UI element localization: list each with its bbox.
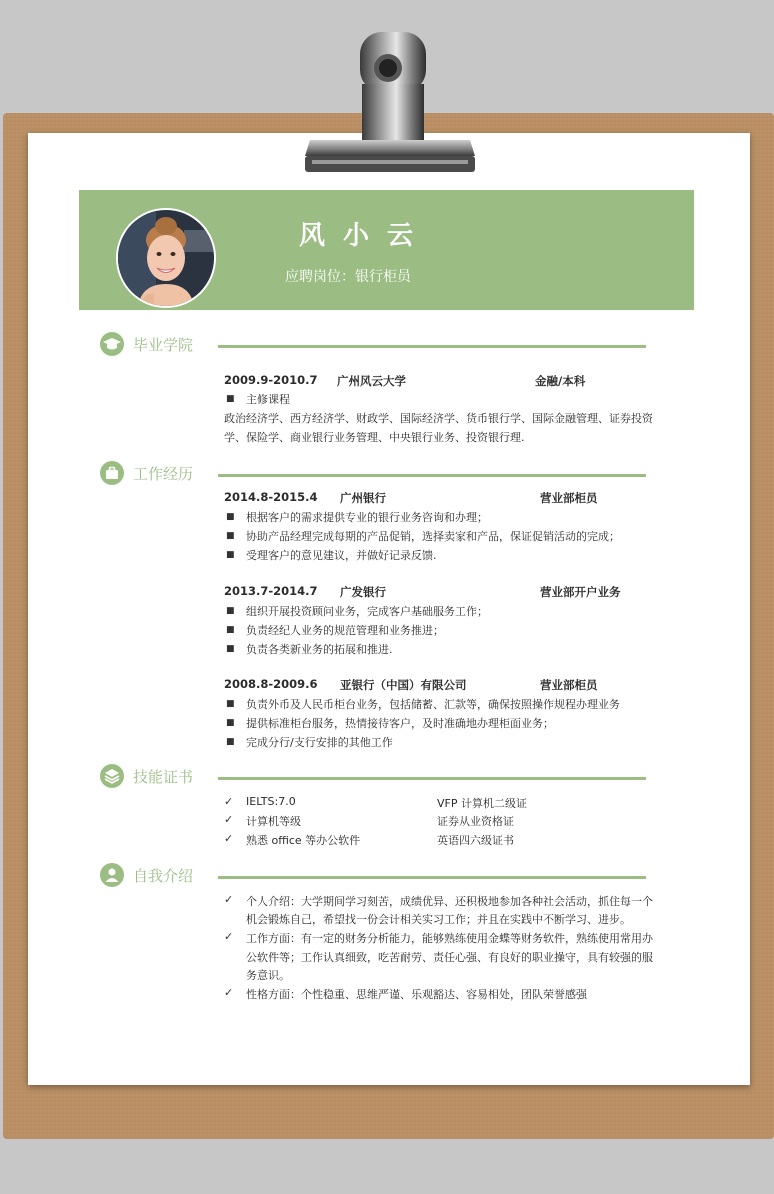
bullet-icon: ■ [226,606,235,616]
section-title: 自我介绍 [133,867,194,885]
bullet-icon: ■ [226,718,235,728]
edu-school: 广州风云大学 [337,374,406,388]
bullet-icon: ■ [226,512,235,522]
about-line: 工作方面：有一定的财务分析能力，能够熟练使用金蝶等财务软件，熟练使用常用办 [246,932,653,945]
job-duty: 受理客户的意见建议，并做好记录反馈. [246,549,437,562]
applied-position: 应聘岗位：银行柜员 [285,269,411,285]
check-icon: ✓ [224,930,234,943]
edu-degree: 金融/本科 [535,374,586,388]
check-icon: ✓ [224,795,234,808]
section-divider [218,876,646,879]
about-line: 个人介绍：大学期间学习刻苦，成绩优异、还积极地参加各种社会活动，抓住每一个 [246,895,653,908]
briefcase-icon [100,461,124,485]
skill-item: 证券从业资格证 [437,815,514,828]
about-line: 性格方面：个性稳重、思维严谨、乐观豁达、容易相处，团队荣誉感强 [246,988,587,1001]
job-role: 营业部柜员 [540,678,598,692]
edu-period: 2009.9-2010.7 [224,373,318,387]
skill-item: IELTS:7.0 [246,795,296,808]
section-experience [100,460,646,490]
skill-item: 英语四六级证书 [437,834,514,847]
avatar [116,208,216,308]
bullet-icon: ■ [226,699,235,709]
about-line: 务意识。 [246,969,290,982]
job-company: 广州银行 [340,491,386,505]
job-duty: 协助产品经理完成每期的产品促销，选择卖家和产品，保证促销活动的完成； [246,530,620,543]
job-role: 营业部柜员 [540,491,598,505]
section-divider [218,777,646,780]
bullet-icon: ■ [226,625,235,635]
job-period: 2014.8-2015.4 [224,490,318,504]
bullet-icon: ■ [226,394,235,404]
bullet-icon: ■ [226,550,235,560]
section-divider [218,345,646,348]
skill-item: VFP 计算机二级证 [437,797,527,810]
about-line: 公软件等；工作认真细致，吃苦耐劳、责任心强、有良好的职业操守，具有较强的服 [246,951,653,964]
check-icon: ✓ [224,893,234,906]
job-duty: 负责各类新业务的拓展和推进. [246,643,393,656]
edu-courses-label: 主修课程 [246,393,290,406]
job-duty: 负责经纪人业务的规范管理和业务推进； [246,624,444,637]
about-line: 机会锻炼自己，希望找一份会计相关实习工作；并且在实践中不断学习、进步。 [246,913,631,926]
job-duty: 组织开展投资顾问业务，完成客户基础服务工作； [246,605,488,618]
check-icon: ✓ [224,813,234,826]
person-icon [100,863,124,887]
section-divider [218,474,646,477]
check-icon: ✓ [224,832,234,845]
check-icon: ✓ [224,986,234,999]
layers-icon [100,764,124,788]
job-role: 营业部开户业务 [540,585,621,599]
bullet-icon: ■ [226,531,235,541]
section-title: 技能证书 [133,768,194,786]
binder-clip-icon [300,22,480,178]
job-duty: 提供标准柜台服务，热情接待客户，及时准确地办理柜面业务； [246,717,554,730]
skill-item: 熟悉 office 等办公软件 [246,834,361,847]
job-company: 亚银行（中国）有限公司 [340,678,467,692]
bullet-icon: ■ [226,737,235,747]
job-period: 2013.7-2014.7 [224,584,318,598]
skill-item: 计算机等级 [246,815,301,828]
job-period: 2008.8-2009.6 [224,677,318,691]
section-skills [100,763,646,793]
edu-courses-line: 政治经济学、西方经济学、财政学、国际经济学、货币银行学、国际金融管理、证券投资 [224,412,653,425]
section-education [100,331,646,361]
bullet-icon: ■ [226,644,235,654]
avatar-photo-icon [118,210,214,306]
edu-courses-line: 学、保险学、商业银行业务管理、中央银行业务、投资银行理. [224,431,525,444]
job-duty: 负责外币及人民币柜台业务，包括储蓄、汇款等，确保按照操作规程办理业务 [246,698,620,711]
candidate-name: 风小云 [299,221,432,251]
section-about [100,862,646,892]
section-title: 毕业学院 [133,336,194,354]
job-company: 广发银行 [340,585,386,599]
graduation-cap-icon [100,332,124,356]
section-title: 工作经历 [133,465,194,483]
job-duty: 完成分行/支行安排的其他工作 [246,736,393,749]
job-duty: 根据客户的需求提供专业的银行业务咨询和办理； [246,511,488,524]
